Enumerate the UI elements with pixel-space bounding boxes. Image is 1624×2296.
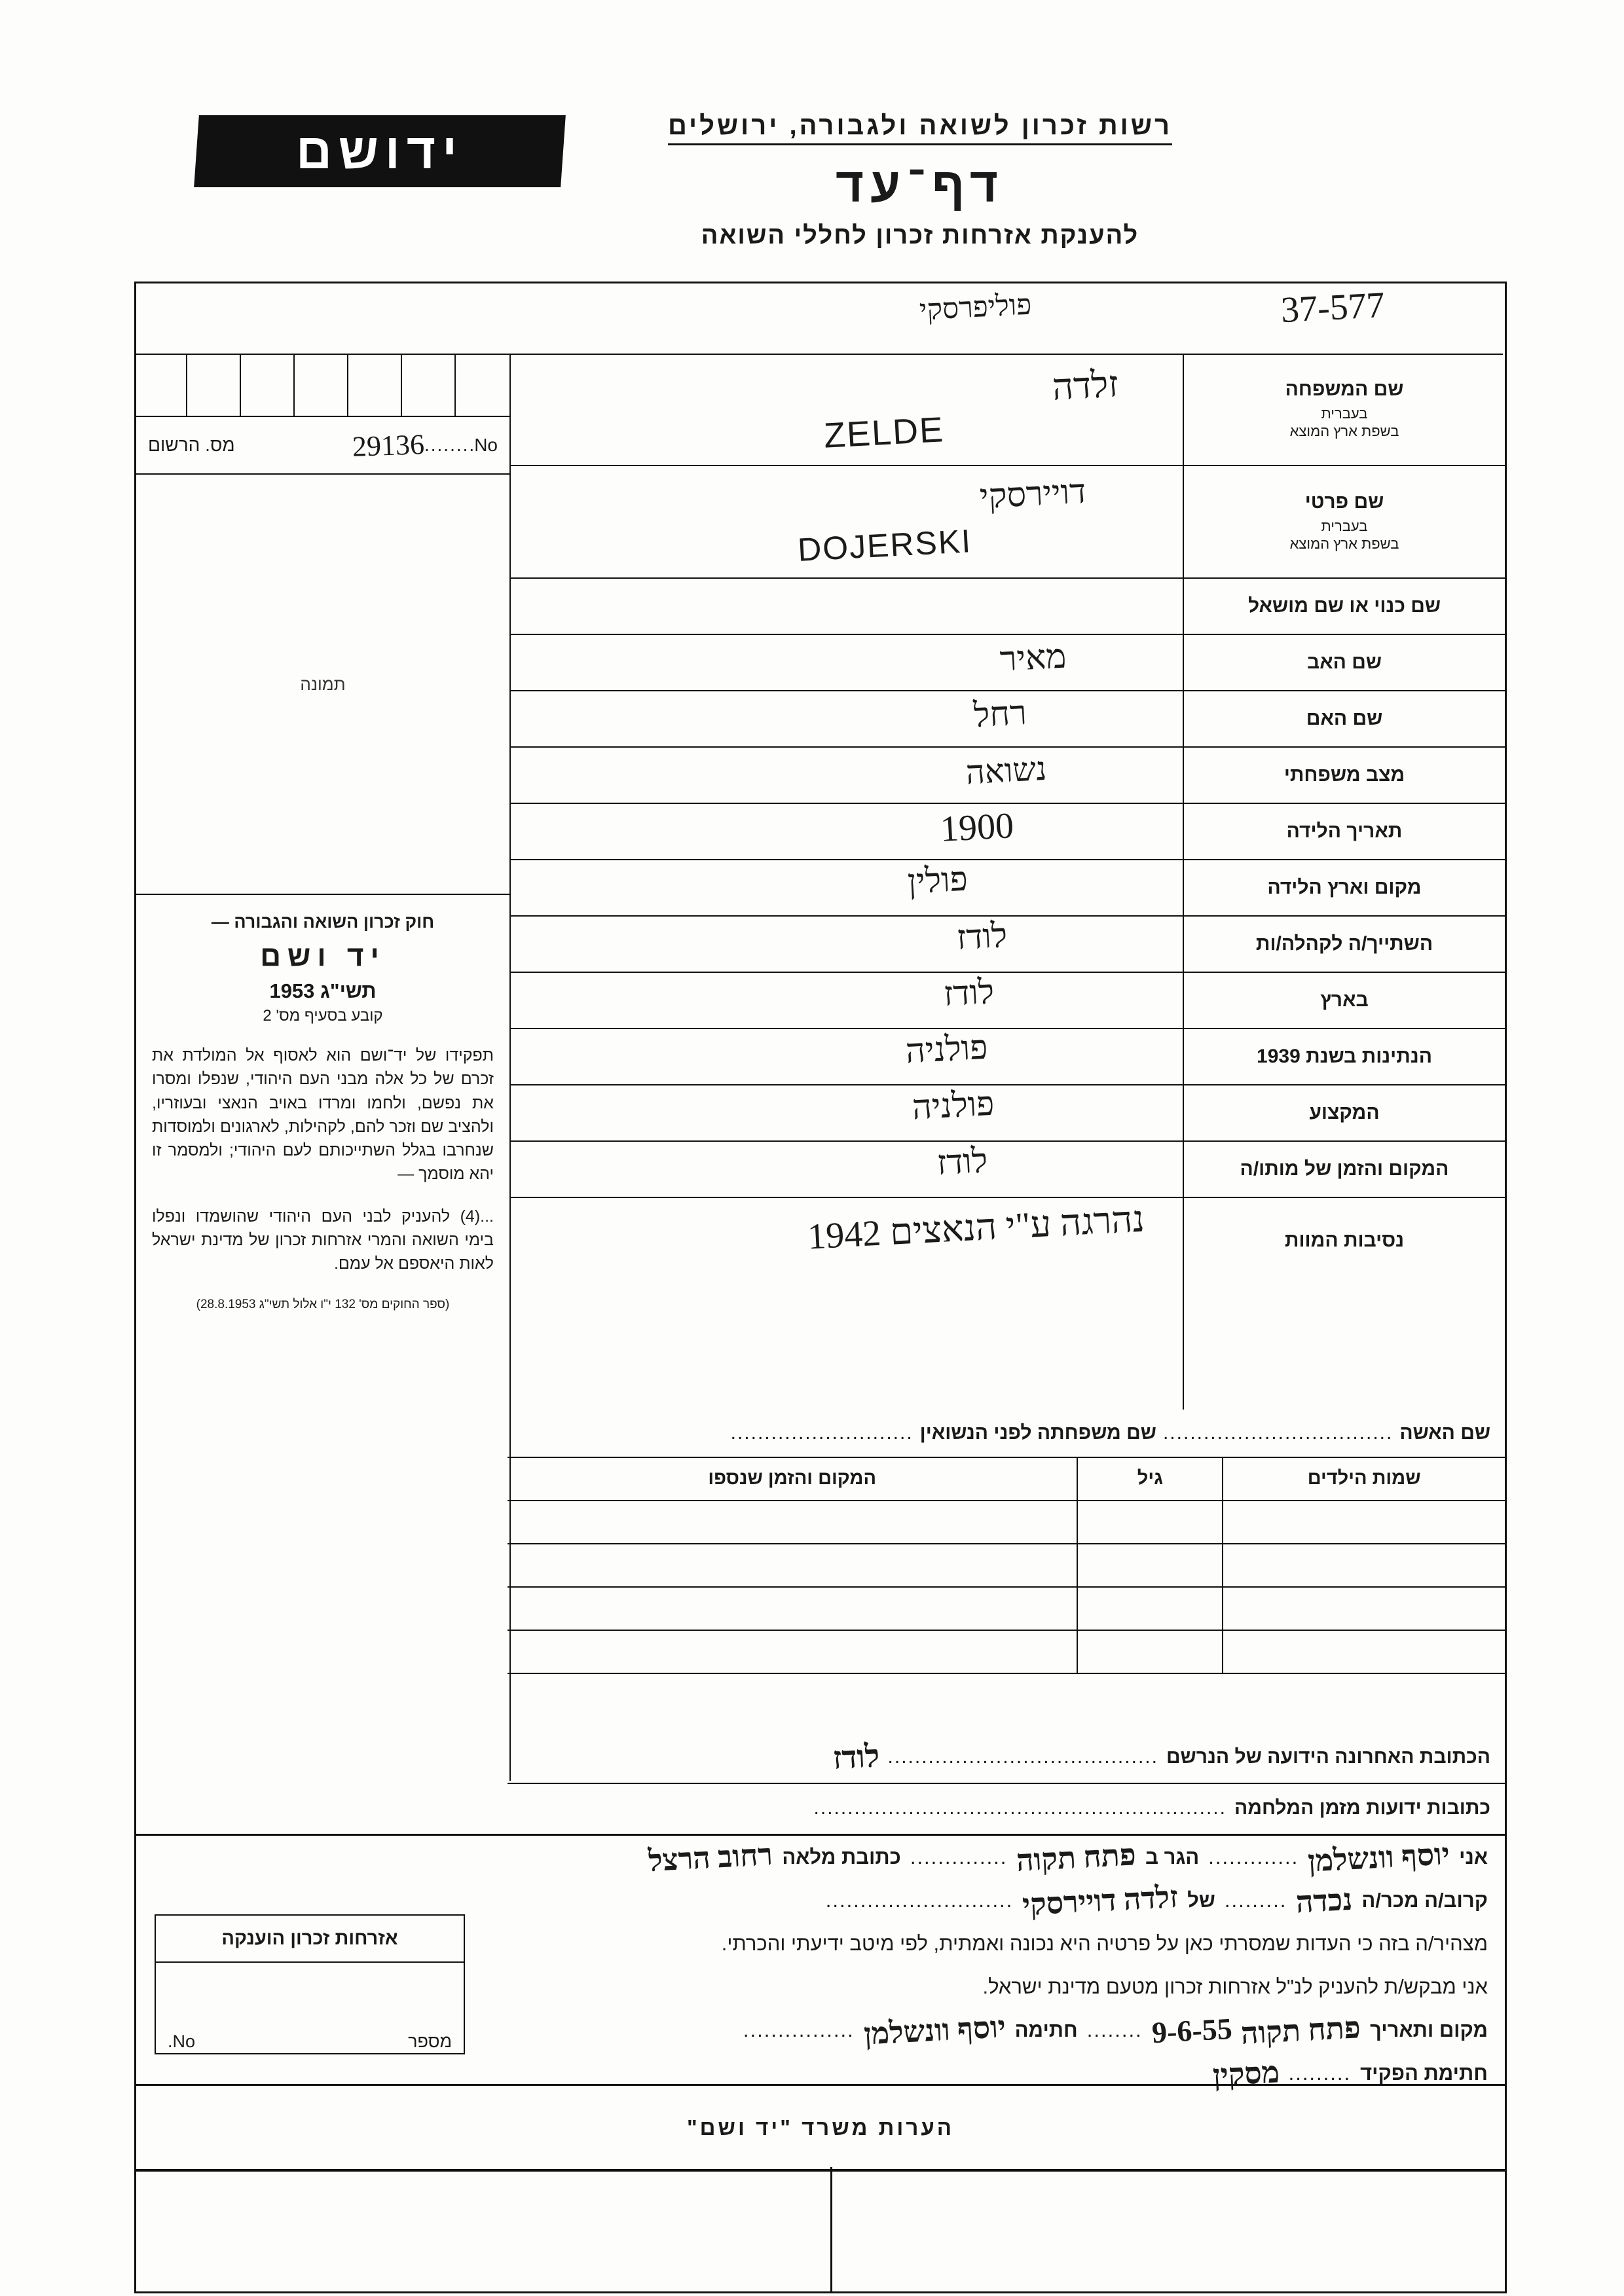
declaration-i-label: אני [1459, 1846, 1488, 1868]
value-place-time-of-death[interactable]: לודז [509, 1142, 1184, 1198]
value-circumstances-of-death[interactable]: נהרגה ע"י הנאצים 1942 [806, 1199, 1146, 1258]
top-handwritten-number: 37-577 [1280, 284, 1386, 331]
photo-label: תמונה [300, 674, 346, 694]
column-place-time: המקום והזמן שנספו [708, 1467, 877, 1489]
official-signature: מסקין [1211, 2054, 1280, 2092]
signature-date: 9-6-55 [1151, 2011, 1233, 2049]
declaration-line-6[interactable]: חתימת הפקיד ......... מסקין [1211, 2054, 1488, 2092]
law-source-note: (ספר החוקים מס' 132 י"ו אלול תשי"ג 28.8.1953) [196, 1298, 450, 1312]
last-known-address-label: הכתובת האחרונה הידועה של הנרשם [1166, 1746, 1490, 1768]
value-community[interactable]: לודז [509, 917, 1184, 973]
label-marital-status: מצב משפחתי [1184, 748, 1505, 804]
signature-label: חתימה [1014, 2018, 1078, 2041]
law-text-box [136, 895, 509, 1319]
children-table [507, 1457, 1505, 1732]
declarant-city: פתח תקוה [1016, 1837, 1137, 1878]
cell-child-name[interactable] [1222, 1544, 1505, 1586]
cell-child-place[interactable] [507, 1544, 1077, 1586]
law-title-1: חוק זכרון השואה והגבורה — [211, 912, 435, 932]
authority-line: רשות זכרון לשואה ולגבורה, ירושלים [668, 111, 1172, 145]
column-children-names: שמות הילדים [1222, 1457, 1505, 1500]
wife-name-row[interactable]: שם האשה .................................. שם משפחתה לפני הנשואין ........................... [507, 1410, 1505, 1458]
bottom-box-divider [830, 2167, 832, 2291]
declarant-address: רחוב הרצל [648, 1837, 774, 1878]
value-profession[interactable]: פולניה [509, 1085, 1184, 1142]
cell-child-name[interactable] [1222, 1631, 1505, 1673]
declaration-line-2[interactable]: קרוב/ה מכר/ה נכדה ......... של זלדה דויירסקי ........................... [825, 1880, 1488, 1922]
value-family-name[interactable]: זלדה ZELDE [509, 354, 1184, 466]
cell-child-age[interactable] [1077, 1588, 1222, 1630]
place-date-label: מקום ותאריך [1370, 2018, 1488, 2041]
label-circumstances-of-death: נסיבות המוות [1284, 1229, 1405, 1251]
form-frame [134, 282, 1507, 2171]
of-label: של [1187, 1889, 1215, 1912]
header-text-block [498, 111, 1342, 250]
value-citizenship-1939[interactable]: פולניה [509, 1029, 1184, 1085]
value-nickname[interactable] [509, 579, 1184, 635]
relation-value: נכדה [1295, 1882, 1354, 1919]
declaration-line-5[interactable]: מקום ותאריך פתח תקוה 9-6-55 ........ חתימה יוסף וונשלמן ................ [743, 2009, 1488, 2051]
office-remarks-band [136, 2084, 1505, 2172]
signature-place: פתח תקוה [1240, 2010, 1362, 2050]
value-country[interactable]: לודז [509, 973, 1184, 1029]
citizenship-number-label: מספר [408, 2032, 452, 2051]
cell-child-place[interactable] [507, 1501, 1077, 1543]
relation-label: קרוב/ה מכר/ה [1361, 1889, 1488, 1912]
logo-text: ידושם [295, 123, 464, 179]
cell-child-name[interactable] [1222, 1588, 1505, 1630]
page-title: דף־עד [836, 158, 1005, 212]
label-mother-name: שם האם [1184, 691, 1505, 748]
photo-placeholder [136, 475, 509, 895]
wife-maiden-name-label: שם משפחתה לפני הנשואין [919, 1422, 1156, 1444]
registration-label: מס. הרשום [148, 435, 235, 455]
citizenship-granted-box [155, 1914, 465, 2054]
value-mother-name[interactable]: רחל [509, 691, 1184, 748]
bottom-remarks-boxes[interactable] [134, 2167, 1507, 2293]
label-birth-place: מקום וארץ הלידה [1184, 860, 1505, 917]
citizenship-granted-title: אזרחות זכרון הוענקה [156, 1916, 464, 1963]
law-paragraph-1: תפקידו של יד־ושם הוא לאסוף אל המולדת את זכרם של כל אלה מבני העם היהודי, שנפלו ומסרו את נפשם, ולחמו ומרדו באויב הנאצי ובעוזריו, ולהציב שם וזכר להם, לקהילות, לארגונים ולמוסדות שנחרבו בגלל השתייכותם לעם היהודי; ולמסמר זו יהא מוסמך — [152, 1046, 494, 1184]
document-header [0, 111, 1624, 282]
deceased-name-repeat: זלדה דויירסקי [1022, 1880, 1179, 1922]
label-profession: המקצוע [1184, 1085, 1505, 1142]
value-birth-date[interactable]: 1900 [509, 804, 1184, 860]
cell-child-name[interactable] [1222, 1501, 1505, 1543]
table-row[interactable] [507, 1501, 1505, 1544]
value-first-name[interactable]: דויירסקי DOJERSKI [509, 466, 1184, 579]
label-family-name: שם המשפחה בעברית בשפת ארץ המוצא [1184, 354, 1505, 466]
cell-child-age[interactable] [1077, 1631, 1222, 1673]
value-birth-place[interactable]: פולין [509, 860, 1184, 917]
declaration-line-3: מצהיר/ה בזה כי העדות שמסרתי כאן על פרטיה היא נכונה ואמתית, לפי מיטב ידיעתי והכרתי. [721, 1932, 1488, 1955]
label-place-time-of-death: המקום והזמן של מותו/ה [1184, 1142, 1505, 1198]
registration-number-line[interactable]: No. ....... 29136 מס. הרשום [136, 417, 509, 475]
label-citizenship-1939: הנתינות בשנת 1939 [1184, 1029, 1505, 1085]
table-row[interactable] [507, 1544, 1505, 1588]
wife-name-label: שם האשה [1399, 1422, 1490, 1444]
field-labels-column [1183, 354, 1505, 1410]
wartime-addresses-label: כתובות ידועות מזמן המלחמה [1234, 1797, 1490, 1819]
label-community: השתייך/ה לקהלה/ות [1184, 917, 1505, 973]
citizenship-number-row[interactable] [156, 1963, 464, 2061]
last-known-address-row[interactable]: הכתובת האחרונה הידועה של הנרשם ........................................ לודז [507, 1732, 1505, 1784]
children-table-header [507, 1457, 1505, 1501]
declaration-block [136, 1834, 1505, 2092]
last-known-address-value: לודז [832, 1738, 881, 1776]
left-column [136, 354, 511, 1781]
law-title-3: תשי"ג 1953 [269, 979, 377, 1002]
declaration-residing-label: הגר ב [1145, 1846, 1200, 1868]
declarant-name: יוסף וונשלמן [1307, 1836, 1451, 1878]
label-father-name: שם האב [1184, 635, 1505, 691]
office-remarks-title: הערות משרד "יד ושם" [686, 2115, 955, 2140]
tick-marks [136, 354, 509, 416]
column-age: גיל [1077, 1457, 1222, 1500]
official-signature-label: חתימת הפקיד [1360, 2062, 1488, 2085]
field-values-column [509, 354, 1184, 1410]
law-title-4: קובע בסעיף מס' 2 [263, 1007, 383, 1025]
registration-no-label: No. [469, 435, 498, 455]
citizenship-number-value: No. [168, 2032, 196, 2051]
declaration-line-1[interactable]: אני יוסף וונשלמן ............. הגר ב פתח תקוה .............. כתובת מלאה רחוב הרצל [648, 1836, 1488, 1878]
cell-child-place[interactable] [507, 1588, 1077, 1630]
top-handwritten-note: פוליפרסקי [918, 288, 1033, 327]
cell-child-age[interactable] [1077, 1544, 1222, 1586]
label-nickname: שם כנוי או שם מושאל [1184, 579, 1505, 635]
label-country: בארץ [1184, 973, 1505, 1029]
law-title-2: יד ושם [260, 940, 386, 972]
law-paragraph-2: ...(4) להעניק לבני העם היהודי שהושמדו ונפלו בימי השואה והמרי אזרחות זכרון של מדינת ישראל לאות היאספם אל עמם. [152, 1207, 494, 1273]
yad-vashem-logo [194, 115, 566, 187]
value-marital-status[interactable]: נשואה [509, 748, 1184, 804]
wartime-addresses-row[interactable]: כתובות ידועות מזמן המלחמה ............................................................. [507, 1783, 1505, 1835]
value-father-name[interactable]: מאיר [509, 635, 1184, 691]
table-row[interactable] [507, 1631, 1505, 1674]
registration-no-value: 29136 [352, 428, 425, 463]
page-subtitle: להענקת אזרחות זכרון לחללי השואה [701, 222, 1139, 249]
table-row[interactable] [507, 1588, 1505, 1631]
label-first-name: שם פרטי בעברית בשפת ארץ המוצא [1184, 466, 1505, 579]
top-strip [134, 282, 1503, 355]
declaration-line-4: אני מבקש/ת להעניק לנ"ל אזרחות זכרון מטעם מדינת ישראל. [982, 1975, 1488, 1998]
full-address-label: כתובת מלאה [782, 1846, 901, 1868]
cell-child-place[interactable] [507, 1631, 1077, 1673]
registration-ticks-box [136, 354, 509, 417]
declarant-signature: יוסף וונשלמן [862, 2009, 1006, 2051]
label-birth-date: תאריך הלידה [1184, 804, 1505, 860]
cell-child-age[interactable] [1077, 1501, 1222, 1543]
